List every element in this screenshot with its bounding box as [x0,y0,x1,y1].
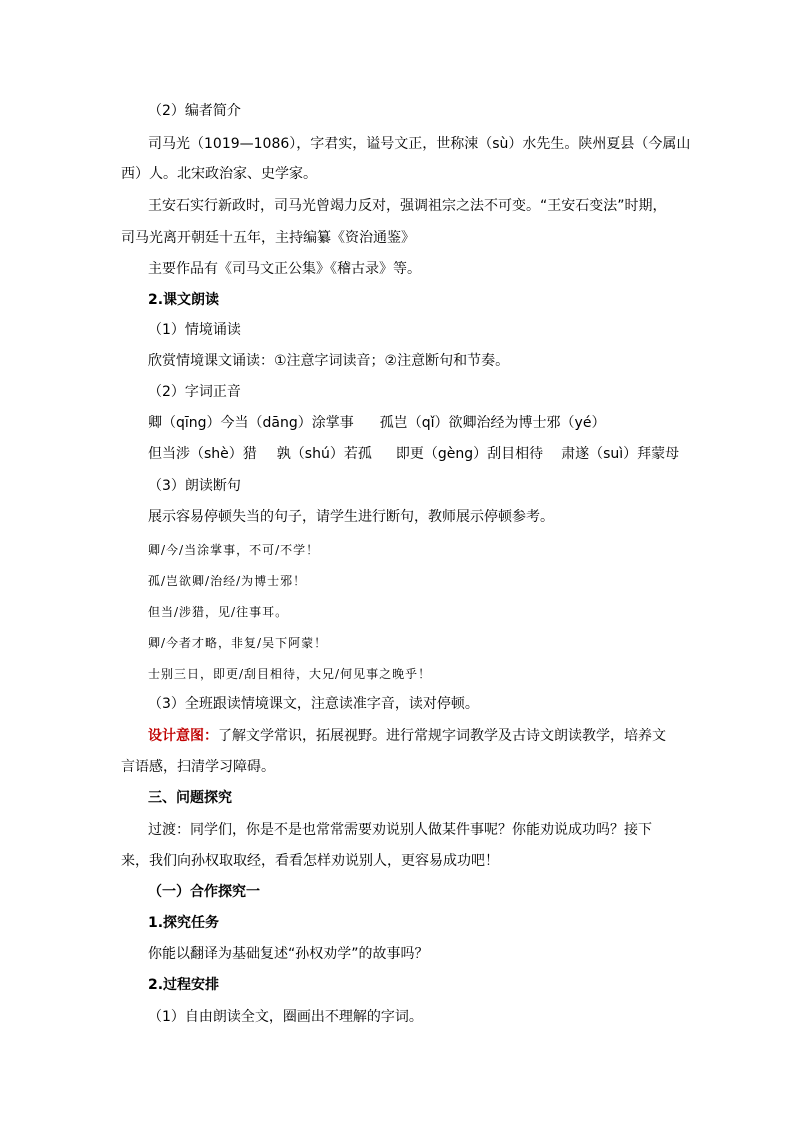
bio-paragraph-line-2: 西）人。北宋政治家、史学家。 [121,166,317,182]
pronunciation-item: 即更（gèng）刮目相待 [395,446,544,462]
pronunciation-item: 孰（shú）若孤 [276,446,372,462]
subheading-follow-reading: （3）全班跟读情境课文，注意读准字音，读对停顿。 [148,696,479,712]
process-step-1: （1）自由朗读全文，圈画出不理解的字词。 [148,1009,423,1025]
section-heading-reading: 2.课文朗读 [148,292,220,308]
editor-intro-heading: （2）编者简介 [148,103,241,119]
subheading-pronunciation: （2）字词正音 [148,384,241,400]
reform-paragraph-line-1: 王安石实行新政时，司马光曾竭力反对，强调祖宗之法不可变。“王安石变法”时期， [148,198,667,214]
pause-example: 卿/今者才略，非复/吴下阿蒙！ [148,636,328,650]
transition-line-2: 来，我们向孙权取取经，看看怎样劝说别人，更容易成功吧！ [121,853,499,869]
process-heading: 2.过程安排 [148,977,220,993]
pronunciation-item: 孤岂（qǐ）欲卿治经为博士邪（yé） [379,415,606,431]
bio-paragraph-line-1: 司马光（1019—1086），字君实，谥号文正，世称涑（sù）水先生。陕州夏县（今属山 [148,136,691,152]
situation-reading-text: 欣赏情境课文诵读：①注意字词读音；②注意断句和节奏。 [148,353,510,369]
cooperative-inquiry-heading: （一）合作探究一 [148,884,260,900]
design-intent-line-1 [148,726,666,746]
design-intent-label: 设计意图： [148,728,218,744]
transition-line-1: 过渡：同学们，你是不是也常常需要劝说别人做某件事呢？你能劝说成功吗？接下 [148,822,652,838]
subheading-pause-reading: （3）朗读断句 [148,478,241,494]
section-heading-inquiry: 三、问题探究 [148,790,232,806]
pause-example: 但当/涉猎，见/往事耳。 [148,605,289,619]
pronunciation-item: 卿（qīng）今当（dāng）涂掌事 [148,415,354,431]
pronunciation-item: 但当涉（shè）猎 [148,446,257,462]
design-intent-text: 了解文学常识，拓展视野。进行常规字词教学及古诗文朗读教学，培养文 [218,728,666,744]
task-heading: 1.探究任务 [148,915,220,931]
reform-paragraph-line-2: 司马光离开朝廷十五年，主持编纂《资治通鉴》 [121,230,415,246]
pronunciation-row-2 [148,444,679,464]
works-paragraph: 主要作品有《司马文正公集》《稽古录》等。 [148,261,421,277]
design-intent-line-2: 言语感，扫清学习障碍。 [121,759,275,775]
pronunciation-row-1 [148,413,605,433]
pause-example: 卿/今/当涂掌事，不可/不学！ [148,543,320,557]
pause-intro-text: 展示容易停顿失当的句子，请学生进行断句，教师展示停顿参考。 [148,509,554,525]
task-text: 你能以翻译为基础复述“孙权劝学”的故事吗？ [148,946,429,962]
pause-example: 孤/岂欲卿/治经/为博士邪！ [148,574,307,588]
pause-example: 士别三日，即更/刮目相待，大兄/何见事之晚乎！ [148,667,432,681]
subheading-situation-reading: （1）情境诵读 [148,322,241,338]
pronunciation-item: 肃遂（suì）拜蒙母 [561,446,680,462]
